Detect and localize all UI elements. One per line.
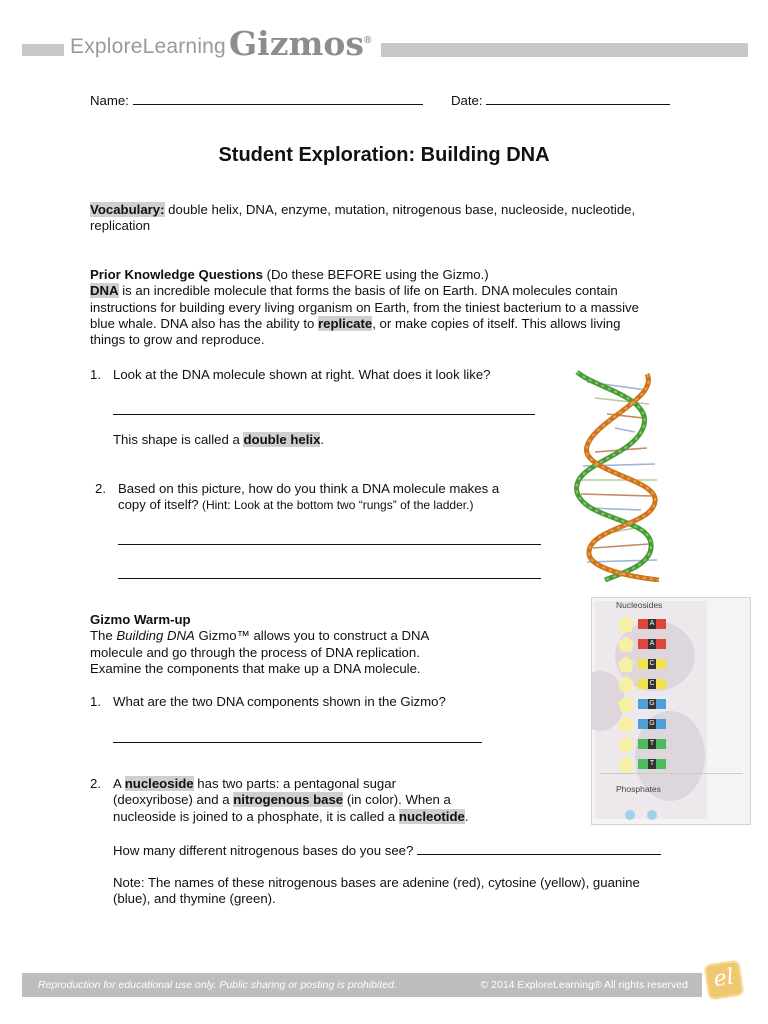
vocabulary-label: Vocabulary: xyxy=(90,202,165,217)
dna-term: DNA xyxy=(90,283,119,299)
nitrogenous-base-block xyxy=(638,639,666,649)
brand-gizmos: Gizmos® xyxy=(229,24,372,63)
page-title: Student Exploration: Building DNA xyxy=(218,144,550,166)
base-letter: C xyxy=(649,660,655,667)
warmup-heading: Gizmo Warm-up xyxy=(90,612,191,627)
nucleotide-term: nucleotide xyxy=(398,808,465,824)
vocabulary: Vocabulary: double helix, DNA, enzyme, mutation, nitrogenous base, nucleoside, nucleotide, replication xyxy=(90,202,636,234)
nitrogenous-base-block xyxy=(638,759,666,769)
nitrogenous-base-block xyxy=(638,619,666,629)
base-letter: G xyxy=(649,700,655,707)
how-many-bases: How many different nitrogenous bases do you see? xyxy=(113,842,661,859)
gizmo-divider xyxy=(600,773,743,774)
phosphates-label: Phosphates xyxy=(616,784,661,794)
base-letter: C xyxy=(649,680,655,687)
footer-bar xyxy=(22,973,702,997)
nucleoside-term: nucleoside xyxy=(124,776,194,791)
base-letter: A xyxy=(649,640,655,647)
pk-question-1: 1. Look at the DNA molecule shown at right. What does it look like? xyxy=(90,367,491,382)
footer-copyright: © 2014 ExploreLearning® All rights reserved xyxy=(480,979,688,991)
date-line[interactable] xyxy=(486,92,670,105)
sugar-pentagon-icon xyxy=(618,616,634,632)
nitrogenous-base-block xyxy=(638,719,666,729)
name-field[interactable] xyxy=(90,92,423,109)
replicate-term: replicate xyxy=(317,315,373,331)
warmup-question-2: 2. A nucleoside has two parts: a pentagonal sugar (deoxyribose) and a nitrogenous base (in color). When a nucleoside is joined to a phosphate, it is called a nucleotide. xyxy=(90,776,469,824)
sugar-pentagon-icon xyxy=(618,736,634,752)
answer-line-bases[interactable] xyxy=(417,842,661,855)
sugar-pentagon-icon xyxy=(618,756,634,772)
dna-double-helix-image xyxy=(565,368,665,582)
date-label: Date: xyxy=(451,93,483,108)
footer-disclaimer: Reproduction for educational use only. Public sharing or posting is prohibited. xyxy=(38,979,397,991)
nitrogenous-base-block xyxy=(638,739,666,749)
explorelearning-logo: el xyxy=(704,960,745,1001)
nitrogenous-base-block xyxy=(638,659,666,669)
base-letter: T xyxy=(649,760,655,767)
name-label: Name: xyxy=(90,93,129,108)
bases-note: Note: The names of these nitrogenous bases are adenine (red), cytosine (yellow), guanine (blue), and thymine (green). xyxy=(113,875,640,907)
header-bar-right xyxy=(381,43,748,57)
double-helix-term: double helix xyxy=(243,432,321,447)
base-letter: A xyxy=(649,620,655,627)
answer-line-pk2a[interactable] xyxy=(118,532,541,545)
sugar-pentagon-icon xyxy=(618,676,634,692)
date-field[interactable] xyxy=(451,92,670,109)
base-letter: T xyxy=(649,740,655,747)
base-letter: G xyxy=(649,720,655,727)
phosphate-icon xyxy=(625,810,635,820)
warmup-intro: Gizmo Warm-up The Building DNA Gizmo™ allows you to construct a DNA molecule and go through the process of DNA replication. Examine the components that make up a DNA molecule. xyxy=(90,612,430,676)
answer-line-pk1[interactable] xyxy=(113,402,535,415)
gizmo-screenshot xyxy=(591,597,751,825)
double-helix-sentence: This shape is called a double helix. xyxy=(113,432,325,447)
warmup-question-1: 1. What are the two DNA components shown in the Gizmo? xyxy=(90,694,446,709)
sugar-pentagon-icon xyxy=(618,636,634,652)
prior-knowledge: Prior Knowledge Questions (Do these BEFORE using the Gizmo.) DNA is an incredible molecule that forms the basis of life on Earth. DNA molecules contain instructions for building every living organism on Earth, from the tiniest bacterium to a massive blue whale. DNA also has the ability to replicate, or make copies of itself. This allows living things to grow and reproduce. xyxy=(90,267,639,348)
answer-line-pk2b[interactable] xyxy=(118,566,541,579)
name-line[interactable] xyxy=(133,92,423,105)
nitrogenous-base-block xyxy=(638,679,666,689)
header-bar-left xyxy=(22,44,64,56)
nitrogenous-base-term: nitrogenous base xyxy=(233,792,344,808)
answer-line-wu1[interactable] xyxy=(113,730,482,743)
brand-explorelearning: ExploreLearning xyxy=(70,35,226,58)
sugar-pentagon-icon xyxy=(618,696,634,712)
pk-question-2: 2. Based on this picture, how do you think a DNA molecule makes a copy of itself? (Hint: Look at the bottom two “rungs” of the ladder.) xyxy=(95,481,500,513)
nucleosides-label: Nucleosides xyxy=(616,600,663,610)
sugar-pentagon-icon xyxy=(618,716,634,732)
sugar-pentagon-icon xyxy=(618,656,634,672)
phosphate-icon xyxy=(647,810,657,820)
prior-knowledge-heading: Prior Knowledge Questions xyxy=(90,267,263,282)
nitrogenous-base-block xyxy=(638,699,666,709)
